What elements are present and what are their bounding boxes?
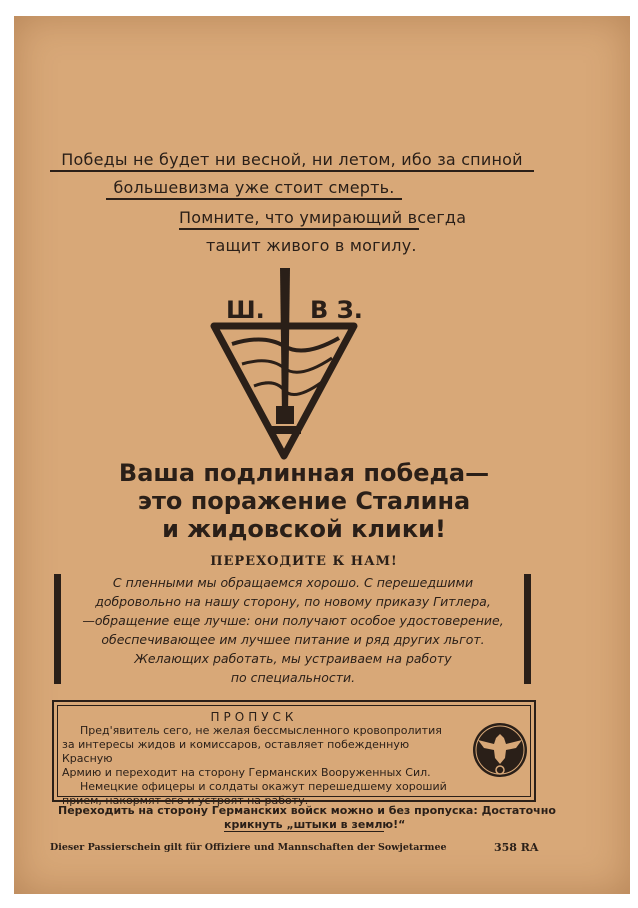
pass-text [62,724,458,808]
body-text [70,573,516,687]
emblem-right-letters: В З. [310,296,363,324]
body-line: —обращение еще лучше: они получают особое удостоверение, [82,613,504,628]
eagle-icon [472,714,528,786]
body-left-bar [54,574,61,684]
header-line-3: Помните, что умирающий всегда [179,208,419,230]
footer-line-1: Переходить на сторону Германских войск можно и без пропуска: Достаточно [58,804,556,817]
body-line: С пленными мы обращаемся хорошо. С перешедшими [112,575,474,590]
header-line-1: Победы не будет ни весной, ни летом, ибо за спиной [50,150,534,172]
pass-line: прием, накормят его и устроят на работу. [62,794,309,807]
pass-box [52,700,536,807]
body-line: Желающих работать, мы устраиваем на работу [134,651,452,666]
pass-line: Пред'явитель сего, не желая бессмысленного кровопролития [80,724,442,737]
header-line-2: большевизма уже стоит смерть. [106,178,402,200]
call-heading: ПЕРЕХОДИТЕ К НАМ! [210,554,398,569]
body-line: по специальности. [230,670,356,685]
body-right-bar [524,574,531,684]
pass-line: Армию и переходит на сторону Германских Вооруженных Сил. [62,766,431,779]
german-validity-note: Dieser Passierschein gilt für Offiziere und Mannschaften der Sowjetarmee [50,842,447,853]
footer-line-2: крикнуть „штыки в землю!“ [224,818,406,831]
pass-line: за интересы жидов и комиссаров, оставляет побежденную Красную [62,738,410,765]
headline-line-3: и жидовской клики! [162,515,446,543]
emblem-left-letters: Ш. [226,296,265,324]
body-line: добровольно на нашу сторону, по новому приказу Гитлера, [95,594,491,609]
leaflet-sheet [14,16,630,894]
pass-line: Немецкие офицеры и солдаты окажут перешедшему хороший [80,780,447,793]
header-line-4: тащит живого в могилу. [206,236,417,255]
body-line: обеспечивающее им лучшее питание и ряд других льгот. [101,632,485,647]
headline-line-2: это поражение Сталина [137,487,471,515]
leaflet-code: 358 RA [494,841,539,854]
headline-line-1: Ваша подлинная победа— [118,459,490,487]
pass-title: ПРОПУСК [210,710,298,724]
